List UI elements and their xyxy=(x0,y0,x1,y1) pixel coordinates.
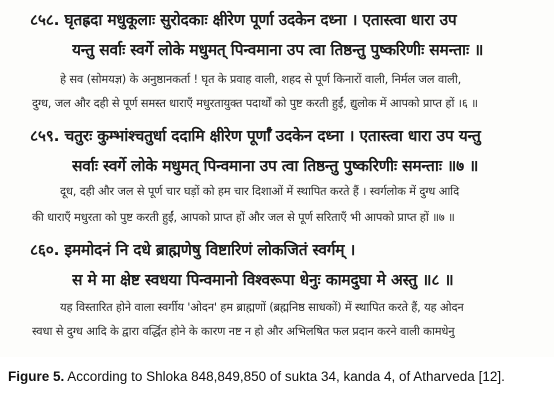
translation-859-line-1: दूध, दही और जल से पूर्ण चार घड़ों को हम चार दिशाओं में स्थापित करते हैं । स्वर्गलोक में दुग्ध आदि xyxy=(60,184,460,198)
translation-858-line-1: हे सव (सोमयज्ञ) के अनुष्ठानकर्ता ! घृत के प्रवाह वाली, शहद से पूर्ण किनारों वाली, निर्मल जल वाली, xyxy=(60,72,462,86)
verse-number: ८६०. xyxy=(30,241,60,259)
verse-text: चतुरः कुम्भांश्चतुर्धा ददामि क्षीरेण पूर्णाँ उदकेन दध्ना । एतास्त्वा धारा उप यन्तु xyxy=(64,127,481,145)
figure-label: Figure 5. xyxy=(8,369,65,384)
figure-caption xyxy=(8,369,548,384)
verse-860-line-2: स मे मा क्षेष्ट स्वधया पिन्वमानो विश्वरूपा धेनुः कामदुघा मे अस्तु ॥८ ॥ xyxy=(72,271,454,289)
verse-860-line-1 xyxy=(30,238,550,260)
translation-860-line-1: यह विस्तारित होने वाला स्वर्गीय 'ओदन' हम ब्राह्मणों (ब्रह्मनिष्ठ साधकों) में स्थापित करते हैं, यह ओदन xyxy=(60,300,464,314)
translation-858-line-2: दुग्ध, जल और दही से पूर्ण समस्त धाराएँ मधुरतायुक्त पदार्थों को पुष्ट करती हुईं, द्युलोक में आपको प्राप्त हों ।६ ॥ xyxy=(32,96,478,110)
verse-859-line-1 xyxy=(30,124,550,146)
verse-text: इममोदनं नि दधे ब्राह्मणेषु विष्टारिणं लोकजितं स्वर्गम् । xyxy=(64,241,356,259)
translation-860-line-2: स्वधा से दुग्ध आदि के द्वारा वर्द्धित होने के कारण नष्ट न हो और अभिलषित फल प्रदान करने वाली कामधेनु xyxy=(32,324,455,338)
verse-858-line-2: यन्तु सर्वाः स्वर्गे लोके मधुमत् पिन्वमाना उप त्वा तिष्ठन्तु पुष्करिणीः समन्ताः ॥ xyxy=(72,41,484,59)
translation-859-line-2: की धाराएँ मधुरता को पुष्ट करती हुईं, आपको प्राप्त हों और जल से पूर्ण सरिताएँ भी आपको प्राप्त हों ॥७ ॥ xyxy=(32,210,455,224)
verse-859-line-2: सर्वाः स्वर्गे लोके मधुमत् पिन्वमाना उप त्वा तिष्ठन्तु पुष्करिणीः समन्ताः ॥७ ॥ xyxy=(72,157,479,175)
verse-number: ८५८. xyxy=(30,11,60,29)
verse-number: ८५९. xyxy=(30,127,60,145)
verse-858-line-1 xyxy=(30,8,550,30)
figure-caption-text: According to Shloka 848,849,850 of sukta 34, kanda 4, of Atharveda [12]. xyxy=(67,369,505,384)
verse-text: घृतह्रदा मधुकूलाः सुरोदकाः क्षीरेण पूर्णा उदकेन दध्ना । एतास्त्वा धारा उप xyxy=(64,11,457,29)
